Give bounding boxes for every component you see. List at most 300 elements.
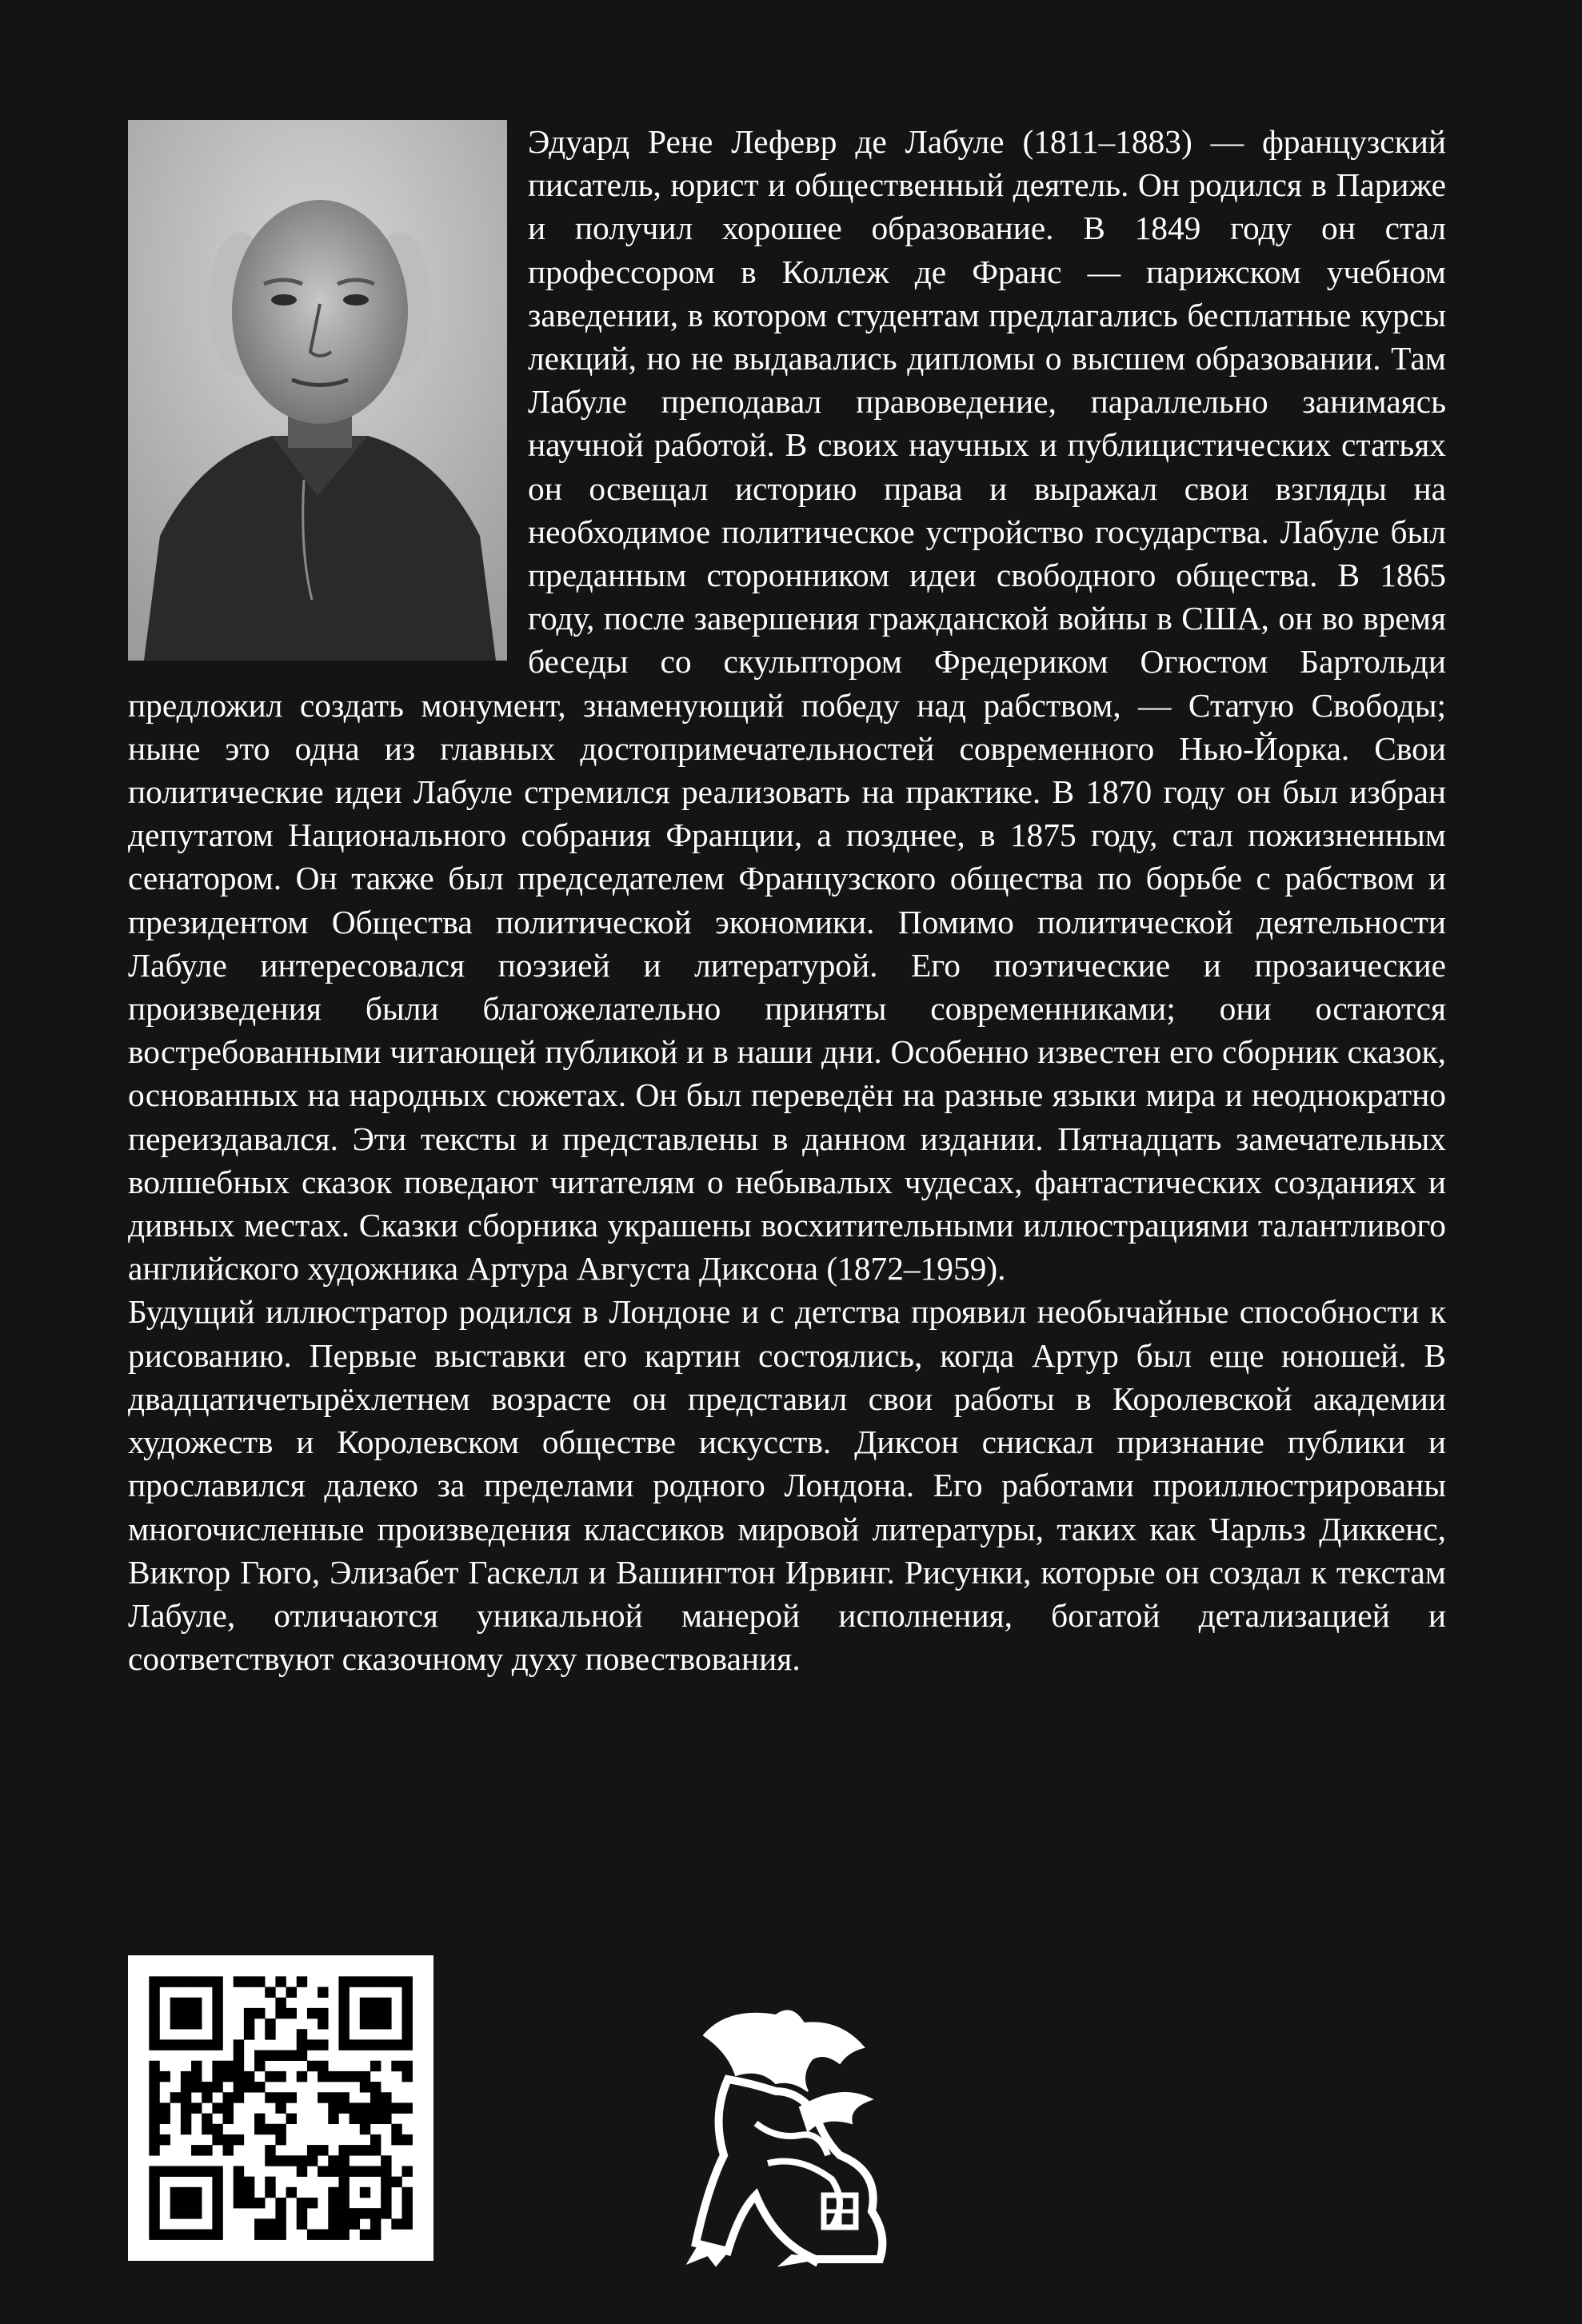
qr-module bbox=[360, 2008, 370, 2019]
qr-module bbox=[149, 2071, 159, 2082]
qr-module bbox=[401, 2039, 412, 2050]
qr-module bbox=[191, 1976, 202, 1987]
qr-module bbox=[212, 2218, 222, 2229]
qr-module bbox=[370, 2229, 381, 2239]
qr-module bbox=[275, 2229, 286, 2239]
qr-module bbox=[360, 2082, 370, 2092]
qr-module bbox=[149, 2145, 159, 2155]
bio-paragraph-1: Эдуард Рене Лефевр де Лабуле (1811–1883) — французский писатель, юрист и общественный деятель. Он родился в Париже и получил хорошее образование. В 1849 году он стал профессором в Коллеж де Франс — парижском учебном заведении, в котором студентам предлагались бесплатные курсы лекций, но не выдавались дипломы о высшем образовании. Там Лабуле преподавал правоведение, параллельно занимаясь научной работой. В своих научных и публицистических статьях он освещал историю права и выражал свои взгляды на необходимое политическое устройство государства. Лабуле был преданным сторонником идеи свободного общества. В 1865 году, после завершения гражданской войны в США, он во время беседы со скульптором Фредериком Огюстом Бартольди предложил создать монумент, знаменующий победу над рабством, — Статую Свободы; ныне это одна из главных достопримечательностей современного Нью-Йорка. Свои политические идеи Лабуле стремился реализовать на практике. В 1870 году он был избран депутатом Национального собрания Франции, а позднее, в 1875 году, стал пожизненным сенатором. Он также был председателем Французского общества по борьбе с рабством и президентом Общества политической экономики. Помимо политической деятельности Лабуле интересовался поэзией и литературой. Его поэтические и прозаические произведения были благожелательно приняты современниками; они остаются востребованными читающей публикой и в наши дни. Особенно известен его сборник сказок, основанных на народных сюжетах. Он был переведён на разные языки мира и неоднократно переиздавался. Эти тексты и представлены в данном издании. Пятнадцать замечательных волшебных сказок поведают читателям о небывалых чудесах, фантастических созданиях и дивных местах. Сказки сборника украшены восхитительными иллюстрациями талантливого английского художника Артура Августа Диксона (1872–1959). bbox=[128, 123, 1446, 1288]
qr-module bbox=[328, 2208, 338, 2218]
qr-module bbox=[191, 2008, 202, 2019]
qr-module bbox=[149, 2061, 159, 2071]
qr-module bbox=[170, 2039, 181, 2050]
qr-module bbox=[370, 2061, 381, 2071]
qr-module bbox=[328, 2114, 338, 2124]
qr-module bbox=[254, 2061, 265, 2071]
qr-module bbox=[244, 2082, 254, 2092]
qr-module bbox=[181, 2187, 191, 2198]
qr-module bbox=[350, 1976, 360, 1987]
qr-module bbox=[381, 2187, 391, 2198]
qr-module bbox=[191, 2208, 202, 2218]
qr-module bbox=[212, 2029, 222, 2039]
qr-module bbox=[244, 2071, 254, 2082]
qr-module bbox=[191, 2229, 202, 2239]
qr-module bbox=[391, 1976, 401, 1987]
qr-module bbox=[212, 2187, 222, 2198]
qr-module bbox=[244, 2198, 254, 2208]
qr-module bbox=[275, 2198, 286, 2208]
qr-module bbox=[160, 2039, 170, 2050]
qr-module bbox=[170, 1976, 181, 1987]
qr-module bbox=[297, 2166, 307, 2176]
qr-module bbox=[307, 2198, 318, 2208]
qr-module bbox=[401, 2218, 412, 2229]
qr-module bbox=[234, 2134, 244, 2145]
qr-module bbox=[223, 2102, 234, 2113]
qr-module bbox=[275, 2050, 286, 2061]
qr-module bbox=[160, 2229, 170, 2239]
qr-module bbox=[212, 2061, 222, 2071]
qr-module bbox=[223, 2114, 234, 2124]
qr-module bbox=[381, 2102, 391, 2113]
qr-module bbox=[338, 1976, 349, 1987]
qr-module bbox=[381, 2019, 391, 2029]
qr-module bbox=[202, 2145, 212, 2155]
qr-module bbox=[360, 2102, 370, 2113]
qr-module bbox=[212, 1987, 222, 1998]
qr-module bbox=[286, 2008, 297, 2019]
qr-module bbox=[212, 2039, 222, 2050]
qr-module bbox=[401, 2198, 412, 2208]
qr-module bbox=[212, 2198, 222, 2208]
qr-module bbox=[350, 2039, 360, 2050]
qr-module bbox=[360, 2187, 370, 2198]
qr-module bbox=[275, 1998, 286, 2008]
qr-module bbox=[297, 1976, 307, 1987]
qr-module bbox=[149, 2092, 159, 2102]
qr-module bbox=[181, 1998, 191, 2008]
qr-module bbox=[234, 2071, 244, 2082]
qr-module bbox=[223, 2134, 234, 2145]
qr-module bbox=[318, 2092, 328, 2102]
qr-module bbox=[275, 2102, 286, 2113]
qr-module bbox=[286, 2114, 297, 2124]
qr-module bbox=[181, 2008, 191, 2019]
qr-module bbox=[149, 2187, 159, 2198]
qr-module bbox=[149, 2029, 159, 2039]
qr-module bbox=[360, 2124, 370, 2134]
qr-module bbox=[297, 2155, 307, 2166]
qr-module bbox=[338, 2166, 349, 2176]
qr-module bbox=[360, 2039, 370, 2050]
qr-module bbox=[338, 2092, 349, 2102]
qr-module bbox=[328, 2092, 338, 2102]
qr-module bbox=[360, 2208, 370, 2218]
qr-module bbox=[191, 2019, 202, 2029]
qr-module bbox=[202, 1976, 212, 1987]
qr-module bbox=[318, 2166, 328, 2176]
qr-module bbox=[350, 2102, 360, 2113]
publisher-logo bbox=[680, 2003, 896, 2267]
qr-module bbox=[338, 2071, 349, 2082]
qr-module bbox=[297, 2198, 307, 2208]
qr-module bbox=[191, 2187, 202, 2198]
qr-module bbox=[181, 2208, 191, 2218]
qr-module bbox=[360, 2229, 370, 2239]
qr-module bbox=[338, 2029, 349, 2039]
qr-module bbox=[307, 2145, 318, 2155]
qr-module bbox=[401, 1976, 412, 1987]
qr-module bbox=[318, 2008, 328, 2019]
qr-module bbox=[401, 2019, 412, 2029]
qr-module bbox=[202, 2229, 212, 2239]
qr-module bbox=[318, 2071, 328, 2082]
qr-module bbox=[212, 2019, 222, 2029]
qr-module bbox=[381, 1998, 391, 2008]
qr-module bbox=[149, 2218, 159, 2229]
qr-module bbox=[391, 2177, 401, 2187]
qr-module bbox=[212, 2229, 222, 2239]
qr-module bbox=[370, 2082, 381, 2092]
qr-module bbox=[265, 2071, 275, 2082]
qr-module bbox=[149, 2008, 159, 2019]
dragon-logo-icon bbox=[680, 2003, 896, 2267]
qr-module bbox=[307, 2229, 318, 2239]
qr-code-icon bbox=[128, 1955, 433, 2261]
qr-module bbox=[160, 1976, 170, 1987]
qr-module bbox=[234, 2050, 244, 2061]
qr-module bbox=[338, 2187, 349, 2198]
qr-module bbox=[318, 2039, 328, 2050]
qr-module bbox=[381, 2155, 391, 2166]
qr-module bbox=[181, 2166, 191, 2176]
qr-module bbox=[297, 2050, 307, 2061]
qr-module bbox=[401, 1987, 412, 1998]
qr-module bbox=[328, 2102, 338, 2113]
qr-module bbox=[254, 2124, 265, 2134]
qr-module bbox=[328, 2166, 338, 2176]
qr-code bbox=[128, 1955, 433, 2261]
qr-module bbox=[275, 2071, 286, 2082]
qr-module bbox=[149, 2114, 159, 2124]
qr-module bbox=[191, 2039, 202, 2050]
qr-module bbox=[265, 2177, 275, 2187]
qr-module bbox=[170, 2198, 181, 2208]
qr-module bbox=[401, 2208, 412, 2218]
qr-module bbox=[265, 2218, 275, 2229]
qr-module bbox=[297, 2208, 307, 2218]
qr-module bbox=[149, 2229, 159, 2239]
qr-module bbox=[318, 2145, 328, 2155]
qr-module bbox=[275, 2208, 286, 2218]
qr-module bbox=[338, 2155, 349, 2166]
qr-module bbox=[202, 2082, 212, 2092]
qr-module bbox=[181, 2198, 191, 2208]
qr-module bbox=[370, 2208, 381, 2218]
qr-module bbox=[350, 2114, 360, 2124]
qr-module bbox=[297, 2071, 307, 2082]
qr-module bbox=[212, 2071, 222, 2082]
qr-module bbox=[170, 2008, 181, 2019]
qr-module bbox=[181, 2071, 191, 2082]
qr-module bbox=[202, 2092, 212, 2102]
qr-module bbox=[350, 2208, 360, 2218]
qr-module bbox=[338, 2229, 349, 2239]
qr-module bbox=[401, 2061, 412, 2071]
qr-module bbox=[160, 2166, 170, 2176]
qr-module bbox=[244, 2029, 254, 2039]
qr-module bbox=[370, 1998, 381, 2008]
qr-module bbox=[328, 2155, 338, 2166]
qr-module bbox=[234, 2092, 244, 2102]
qr-module bbox=[181, 1976, 191, 1987]
qr-module bbox=[149, 1998, 159, 2008]
qr-module bbox=[286, 2050, 297, 2061]
qr-module bbox=[254, 2198, 265, 2208]
qr-module bbox=[360, 2071, 370, 2082]
qr-module bbox=[212, 2124, 222, 2134]
qr-module bbox=[391, 2061, 401, 2071]
qr-module bbox=[244, 2177, 254, 2187]
qr-module bbox=[401, 1998, 412, 2008]
qr-module bbox=[401, 2071, 412, 2082]
qr-module bbox=[170, 1998, 181, 2008]
qr-module bbox=[338, 2039, 349, 2050]
qr-module bbox=[318, 2019, 328, 2029]
qr-module bbox=[191, 2071, 202, 2082]
qr-module bbox=[149, 2177, 159, 2187]
qr-module bbox=[149, 2134, 159, 2145]
qr-module bbox=[181, 2082, 191, 2092]
qr-module bbox=[391, 2102, 401, 2113]
qr-module bbox=[191, 2145, 202, 2155]
qr-module bbox=[275, 2008, 286, 2019]
qr-module bbox=[381, 2177, 391, 2187]
qr-module bbox=[234, 2187, 244, 2198]
qr-module bbox=[350, 2145, 360, 2155]
qr-module bbox=[234, 2198, 244, 2208]
qr-module bbox=[170, 2229, 181, 2239]
qr-module bbox=[254, 2082, 265, 2092]
qr-module bbox=[170, 2019, 181, 2029]
qr-module bbox=[381, 2092, 391, 2102]
qr-module bbox=[350, 2218, 360, 2229]
qr-module bbox=[307, 2008, 318, 2019]
qr-module bbox=[328, 2187, 338, 2198]
qr-module bbox=[360, 1998, 370, 2008]
qr-module bbox=[381, 2008, 391, 2019]
qr-module bbox=[360, 2166, 370, 2176]
qr-module bbox=[275, 1976, 286, 1987]
qr-module bbox=[234, 1976, 244, 1987]
qr-module bbox=[370, 2145, 381, 2155]
bio-paragraph-2: Будущий иллюстратор родился в Лондоне и с детства проявил необычайные способности к рисованию. Первые выставки его картин состоялись, когда Артур был еще юношей. В двадцатичетырёхлетнем возрасте он представил свои работы в Королевской академии художеств и Королевском обществе искусств. Диксон снискал признание публики и прославился далеко за пределами родного Лондона. Его работами проиллюстрированы многочисленные произведения классиков мировой литературы, таких как Чарльз Диккенс, Виктор Гюго, Элизабет Гаскелл и Вашингтон Ирвинг. Рисунки, которые он создал к текстам Лабуле, отличаются уникальной манерой исполнения, богатой детализацией и соответствуют сказочному духу повествования. bbox=[128, 1293, 1446, 1678]
qr-module bbox=[381, 2198, 391, 2208]
qr-module bbox=[149, 2208, 159, 2218]
qr-module bbox=[370, 2134, 381, 2145]
qr-module bbox=[149, 2039, 159, 2050]
qr-module bbox=[265, 2050, 275, 2061]
qr-module bbox=[360, 1976, 370, 1987]
qr-module bbox=[307, 2061, 318, 2071]
qr-module bbox=[350, 2071, 360, 2082]
qr-module bbox=[328, 2229, 338, 2239]
qr-module bbox=[307, 2155, 318, 2166]
qr-module bbox=[212, 2134, 222, 2145]
qr-module bbox=[191, 2198, 202, 2208]
qr-module bbox=[191, 2166, 202, 2176]
qr-module bbox=[391, 2218, 401, 2229]
qr-module bbox=[181, 2019, 191, 2029]
qr-module bbox=[212, 2008, 222, 2019]
qr-module bbox=[149, 2102, 159, 2113]
qr-module bbox=[234, 2082, 244, 2092]
qr-module bbox=[244, 1976, 254, 1987]
qr-module bbox=[318, 2061, 328, 2071]
qr-module bbox=[338, 1998, 349, 2008]
qr-module bbox=[254, 2218, 265, 2229]
qr-module bbox=[212, 1976, 222, 1987]
qr-module bbox=[212, 2102, 222, 2113]
qr-module bbox=[286, 2092, 297, 2102]
qr-module bbox=[181, 2102, 191, 2113]
qr-module bbox=[328, 2198, 338, 2208]
qr-module bbox=[212, 2166, 222, 2176]
qr-module bbox=[265, 2124, 275, 2134]
qr-module bbox=[191, 2061, 202, 2071]
qr-module bbox=[275, 2218, 286, 2229]
qr-module bbox=[286, 2155, 297, 2166]
qr-module bbox=[202, 2114, 212, 2124]
qr-module bbox=[275, 2134, 286, 2145]
qr-module bbox=[170, 2166, 181, 2176]
qr-module bbox=[234, 2039, 244, 2050]
qr-module bbox=[223, 2071, 234, 2082]
qr-module bbox=[181, 2039, 191, 2050]
qr-module bbox=[381, 2166, 391, 2176]
qr-module bbox=[223, 2145, 234, 2155]
qr-module bbox=[401, 2166, 412, 2176]
qr-module bbox=[254, 2050, 265, 2061]
qr-module bbox=[254, 2229, 265, 2239]
qr-module bbox=[338, 2208, 349, 2218]
qr-module bbox=[391, 2124, 401, 2134]
qr-module bbox=[370, 2102, 381, 2113]
qr-module bbox=[212, 1998, 222, 2008]
qr-module bbox=[191, 2082, 202, 2092]
qr-module bbox=[234, 2166, 244, 2176]
qr-module bbox=[401, 2102, 412, 2113]
qr-module bbox=[265, 2092, 275, 2102]
qr-module bbox=[265, 2229, 275, 2239]
qr-module bbox=[212, 2082, 222, 2092]
qr-module bbox=[381, 2114, 391, 2124]
qr-module bbox=[234, 2177, 244, 2187]
qr-module bbox=[223, 2061, 234, 2071]
qr-module bbox=[191, 1998, 202, 2008]
qr-module bbox=[149, 1987, 159, 1998]
qr-module bbox=[391, 2134, 401, 2145]
qr-module bbox=[360, 2145, 370, 2155]
qr-module bbox=[360, 2114, 370, 2124]
qr-module bbox=[297, 2029, 307, 2039]
qr-module bbox=[338, 1987, 349, 1998]
qr-module bbox=[401, 2134, 412, 2145]
qr-module bbox=[202, 2039, 212, 2050]
qr-module bbox=[265, 2019, 275, 2029]
qr-module bbox=[149, 2198, 159, 2208]
qr-module bbox=[338, 2177, 349, 2187]
qr-module bbox=[381, 2039, 391, 2050]
qr-module bbox=[160, 2102, 170, 2113]
qr-module bbox=[212, 2208, 222, 2218]
qr-module bbox=[149, 2124, 159, 2134]
qr-module bbox=[254, 2114, 265, 2124]
qr-module bbox=[244, 2019, 254, 2029]
qr-module bbox=[202, 2124, 212, 2134]
qr-module bbox=[338, 2198, 349, 2208]
qr-module bbox=[181, 2092, 191, 2102]
qr-module bbox=[286, 1987, 297, 1998]
qr-module bbox=[370, 2218, 381, 2229]
qr-module bbox=[149, 2082, 159, 2092]
qr-module bbox=[254, 1976, 265, 1987]
qr-module bbox=[244, 2187, 254, 2198]
qr-module bbox=[328, 2071, 338, 2082]
qr-module bbox=[265, 2155, 275, 2166]
qr-module bbox=[170, 2208, 181, 2218]
qr-module bbox=[370, 2019, 381, 2029]
qr-module bbox=[318, 1987, 328, 1998]
qr-module bbox=[286, 2187, 297, 2198]
qr-module bbox=[181, 2124, 191, 2134]
qr-module bbox=[212, 2177, 222, 2187]
qr-module bbox=[370, 2008, 381, 2019]
qr-module bbox=[170, 2092, 181, 2102]
qr-module bbox=[338, 2218, 349, 2229]
qr-module bbox=[149, 2166, 159, 2176]
qr-module bbox=[401, 2008, 412, 2019]
qr-module bbox=[381, 1976, 391, 1987]
qr-module bbox=[370, 2166, 381, 2176]
qr-module bbox=[297, 2218, 307, 2229]
qr-module bbox=[265, 2187, 275, 2198]
qr-module bbox=[401, 2187, 412, 2198]
qr-module bbox=[360, 2019, 370, 2029]
qr-module bbox=[275, 2092, 286, 2102]
qr-module bbox=[381, 2208, 391, 2218]
qr-module bbox=[160, 2071, 170, 2082]
qr-module bbox=[370, 1976, 381, 1987]
qr-module bbox=[338, 2008, 349, 2019]
qr-module bbox=[160, 2134, 170, 2145]
qr-module bbox=[370, 2039, 381, 2050]
qr-module bbox=[307, 2039, 318, 2050]
qr-module bbox=[338, 2145, 349, 2155]
qr-module bbox=[401, 2029, 412, 2039]
qr-module bbox=[297, 2039, 307, 2050]
qr-module bbox=[202, 2166, 212, 2176]
qr-module bbox=[338, 2019, 349, 2029]
qr-module bbox=[328, 2218, 338, 2229]
qr-module bbox=[275, 2124, 286, 2134]
qr-module bbox=[318, 2229, 328, 2239]
qr-module bbox=[234, 2061, 244, 2071]
qr-module bbox=[275, 2155, 286, 2166]
qr-module bbox=[170, 2187, 181, 2198]
qr-module bbox=[265, 2029, 275, 2039]
qr-module bbox=[254, 2008, 265, 2019]
